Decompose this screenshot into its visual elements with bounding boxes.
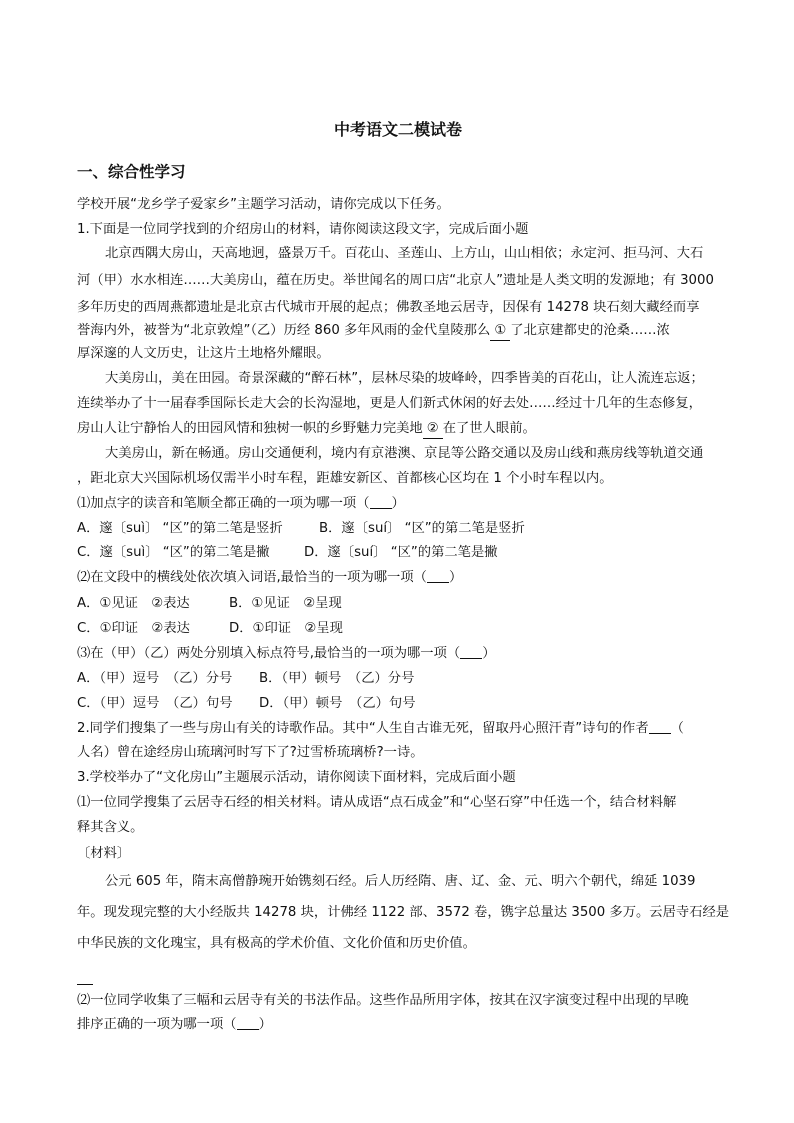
option-d[interactable]: D．（甲）顿号 （乙）句号: [259, 696, 416, 711]
q2-stem-line-2: 人名）曾在途经房山琉璃河时写下了?过雪桥琉璃桥?一诗。: [77, 745, 424, 760]
passage-line: 大美房山，新在畅通。房山交通便利，境内有京港澳、京昆等公路交通以及房山线和燕房线等轨道交通: [105, 446, 704, 461]
answer-blank[interactable]: [460, 646, 482, 659]
passage-line: 多年历史的西周燕都遗址是北京古代城市开展的起点；佛教圣地云居寺，因保有 14278 块石刻大藏经而享: [77, 300, 700, 315]
q1-stem: 1.下面是一位同学找到的介绍房山的材料，请你阅读这段文字，完成后面小题: [77, 222, 529, 237]
passage-line: [77, 322, 670, 341]
passage-text: 了北京建都史的沧桑……浓: [510, 323, 670, 338]
sub-question-1: [77, 495, 405, 513]
question-text: ⑶在（甲）（乙）两处分别填入标点符号,最恰当的一项为哪一项（: [77, 646, 461, 661]
question-text: 排序正确的一项为哪一项（: [77, 1017, 237, 1032]
q2-stem: [77, 720, 684, 738]
question-text: 2.同学们搜集了一些与房山有关的诗歌作品。其中“人生自古谁无死，留取丹心照汗青”诗句的作者: [77, 721, 649, 736]
passage-line: 北京西隅大房山，天高地迥，盛景万千。百花山、圣莲山、上方山，山山相依；永定河、拒马河、大石: [105, 246, 704, 261]
option-a[interactable]: A．邃〔suì〕 “区”的第二笔是竖折: [77, 521, 283, 536]
q3-stem: 3.学校举办了“文化房山”主题展示活动，请你阅读下面材料，完成后面小题: [77, 770, 516, 785]
answer-blank[interactable]: [370, 496, 392, 509]
option-c[interactable]: C．邃〔suì〕 “区”的第二笔是撇: [77, 545, 270, 560]
passage-line: 大美房山，美在田园。奇景深藏的“醉石林”，层林尽染的坡峰岭，四季皆美的百花山，让人流连忘返；: [105, 371, 704, 386]
question-text: （: [670, 721, 684, 736]
option-d[interactable]: D．邃〔suí〕 “区”的第二笔是撇: [304, 545, 498, 560]
question-text: ）: [482, 646, 496, 661]
option-c[interactable]: C．（甲）逗号 （乙）句号: [77, 696, 233, 711]
material-line: 公元 605 年，隋末高僧静琬开始镌刻石经。后人历经隋、唐、辽、金、元、明六个朝代，绵延 1039: [105, 874, 696, 889]
option-b[interactable]: B．（甲）顿号 （乙）分号: [259, 671, 415, 686]
passage-line: [77, 420, 536, 439]
blank-1[interactable]: ①: [490, 322, 510, 341]
option-b[interactable]: B．①见证 ②呈现: [229, 596, 342, 611]
answer-blank[interactable]: [237, 1017, 259, 1030]
option-a[interactable]: A．（甲）逗号 （乙）分号: [77, 671, 233, 686]
material-line: 年。现发现完整的大小经版共 14278 块，计佛经 1122 部、3572 卷，镌字总量达 3500 多万。云居寺石经是: [77, 905, 730, 920]
q3-sub2-line-2: [77, 1016, 272, 1034]
answer-blank[interactable]: [649, 721, 671, 734]
question-text: ⑴加点字的读音和笔顺全都正确的一项为哪一项（: [77, 496, 370, 511]
material-line: 中华民族的文化瑰宝，具有极高的学术价值、文化价值和历史价值。: [77, 936, 476, 951]
option-c[interactable]: C．①印证 ②表达: [77, 621, 190, 636]
q3-sub2: ⑵一位同学收集了三幅和云居寺有关的书法作品。这些作品所用字体，按其在汉字演变过程中出现的早晚: [77, 993, 689, 1008]
passage-line: 连续举办了十一届春季国际长走大会的长沟湿地，更是人们新式休闲的好去处……经过十几年的生态修复，: [77, 396, 702, 411]
sub-question-3: [77, 645, 495, 663]
passage-text: 在了世人眼前。: [442, 421, 536, 436]
passage-line: 河（甲）水水相连……大美房山，蕴在历史。举世闻名的周口店“北京人”遗址是人类文明的发源地；有 3000: [77, 273, 714, 288]
sub-question-2: [77, 569, 462, 587]
option-b[interactable]: B．邃〔suí〕 “区”的第二笔是竖折: [319, 521, 525, 536]
section-heading: 一、综合性学习: [77, 163, 186, 181]
blank-2[interactable]: ②: [423, 420, 443, 439]
passage-text: 房山人让宁静怡人的田园风情和独树一帜的乡野魅力完美地: [77, 421, 423, 436]
option-d[interactable]: D．①印证 ②呈现: [229, 621, 343, 636]
q3-sub1-line-2: 释其含义。: [77, 820, 144, 835]
intro-text: 学校开展“龙乡学子爱家乡”主题学习活动，请你完成以下任务。: [77, 197, 450, 212]
q3-sub1: ⑴一位同学搜集了云居寺石经的相关材料。请从成语“点石成金”和“心坚石穿”中任选一个，结合材料解: [77, 795, 677, 810]
page-title: 中考语文二模试卷: [333, 120, 462, 139]
question-text: ）: [391, 496, 405, 511]
question-text: ⑵在文段中的横线处依次填入词语,最恰当的一项为哪一项（: [77, 570, 427, 585]
option-a[interactable]: A．①见证 ②表达: [77, 596, 190, 611]
material-label: 〔材料〕: [77, 846, 131, 861]
answer-line[interactable]: [77, 984, 93, 985]
question-text: ）: [448, 570, 463, 585]
question-text: ）: [258, 1017, 272, 1032]
passage-line: ，距北京大兴国际机场仅需半小时车程，距雄安新区、首都核心区均在 1 个小时车程以内。: [77, 471, 613, 486]
passage-text: 誉海内外，被誉为“北京敦煌”（乙）历经 860 多年风雨的金代皇陵那么: [77, 323, 491, 338]
answer-blank[interactable]: [427, 570, 449, 583]
passage-line: 厚深邃的人文历史，让这片土地格外耀眼。: [77, 346, 330, 361]
